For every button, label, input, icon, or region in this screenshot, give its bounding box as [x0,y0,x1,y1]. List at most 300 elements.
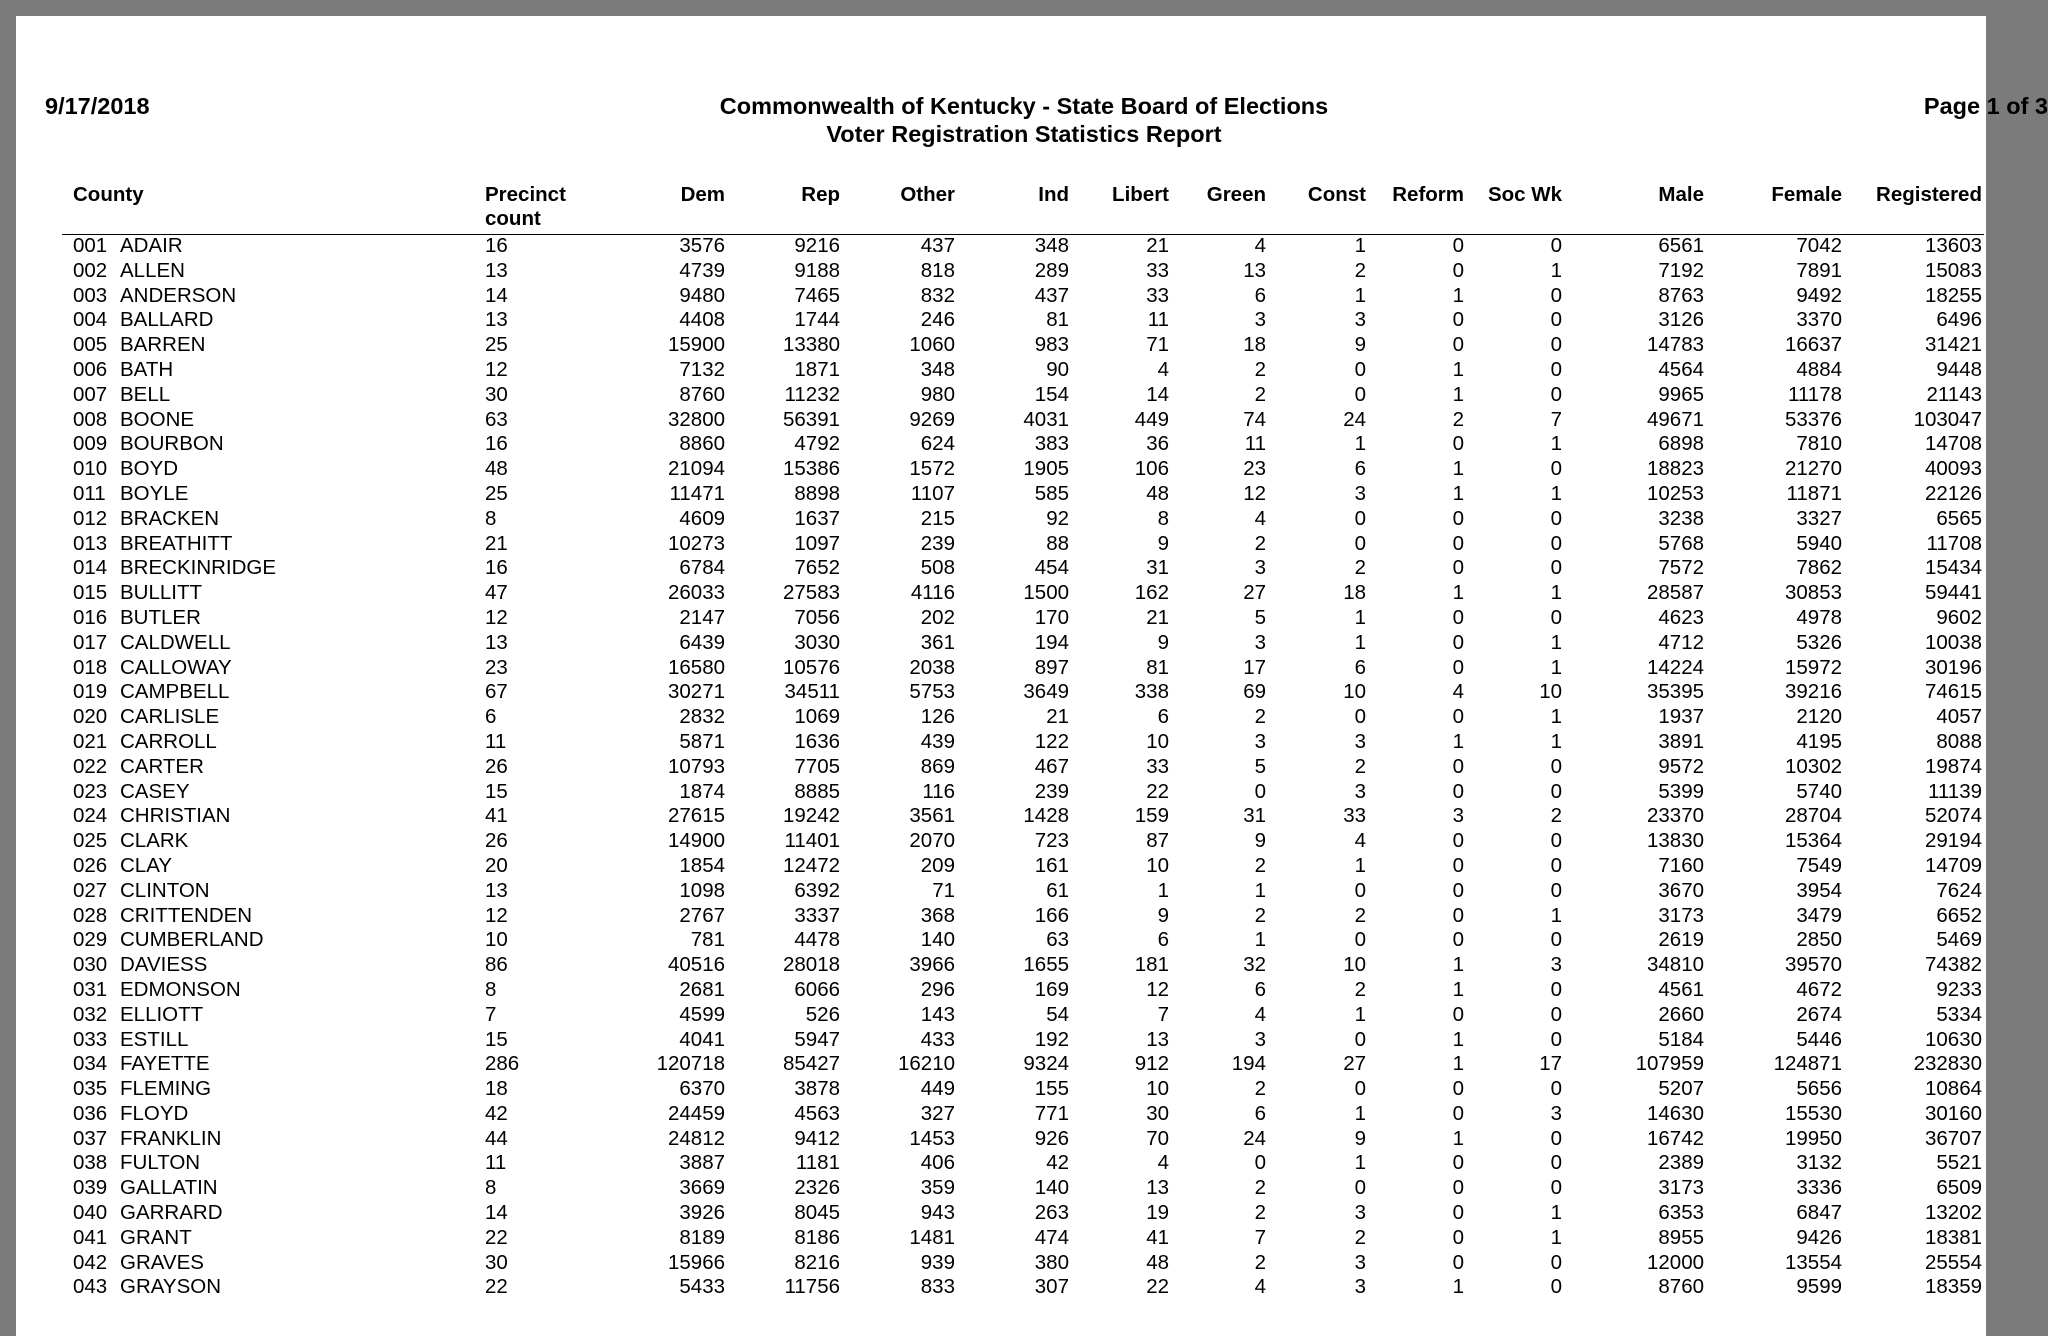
cell-green: 3 [1254,630,1266,654]
cell-libert: 14 [1146,382,1169,406]
county-name: CLINTON [120,878,210,902]
table-row [0,382,2048,407]
county-number: 018 [73,655,108,679]
cell-female: 30853 [1784,581,1842,605]
cell-dem: 3926 [679,1201,725,1225]
county-name: DAVIESS [120,953,208,977]
cell-female: 7891 [1796,258,1842,282]
cell-green: 2 [1254,1250,1266,1274]
table-row [0,332,2048,357]
cell-const: 1 [1354,1101,1366,1125]
cell-registered: 74382 [1924,953,1982,977]
cell-rep: 1069 [794,705,840,729]
cell-other: 348 [920,357,955,381]
cell-ind: 1905 [1023,457,1069,481]
table-row [0,258,2048,283]
cell-other: 508 [920,556,955,580]
cell-male: 2389 [1658,1151,1704,1175]
cell-dem: 11471 [669,481,725,505]
cell-other: 246 [920,308,955,332]
cell-rep: 3030 [794,630,840,654]
cell-ind: 897 [1034,655,1069,679]
table-row [0,903,2048,928]
cell-ind: 585 [1034,481,1069,505]
cell-other: 939 [920,1250,955,1274]
cell-rep: 19242 [782,804,840,828]
cell-green: 18 [1243,333,1266,357]
cell-female: 6847 [1796,1201,1842,1225]
table-row [0,580,2048,605]
cell-rep: 2326 [794,1176,840,1200]
cell-male: 6898 [1658,432,1704,456]
county-number: 038 [73,1151,108,1175]
cell-soc-wk: 0 [1550,1275,1562,1299]
cell-dem: 2681 [679,977,725,1001]
county-name: BOYD [120,457,179,481]
report-date: 9/17/2018 [45,93,150,119]
cell-ind: 122 [1034,729,1069,753]
cell-green: 2 [1254,531,1266,555]
cell-registered: 6496 [1936,308,1982,332]
table-row [0,704,2048,729]
cell-soc-wk: 0 [1550,779,1562,803]
cell-precinct-count: 14 [485,283,508,307]
cell-green: 3 [1254,308,1266,332]
cell-reform: 1 [1452,457,1464,481]
column-header-female: Female [1771,183,1842,206]
county-name: GRANT [120,1225,192,1249]
table-row [0,1076,2048,1101]
cell-libert: 48 [1146,1250,1169,1274]
cell-const: 33 [1343,804,1366,828]
cell-other: 437 [920,234,955,257]
column-header-const: Const [1307,183,1366,206]
cell-green: 9 [1254,829,1266,853]
cell-other: 943 [920,1201,955,1225]
cell-soc-wk: 1 [1550,729,1562,753]
cell-registered: 9233 [1936,977,1982,1001]
cell-ind: 192 [1034,1027,1069,1051]
cell-green: 6 [1254,977,1266,1001]
cell-male: 8763 [1658,283,1704,307]
cell-ind: 926 [1034,1126,1069,1150]
cell-rep: 4478 [794,928,840,952]
cell-precinct-count: 18 [485,1077,508,1101]
cell-reform: 1 [1452,1052,1464,1076]
cell-other: 209 [920,853,955,877]
county-name: BALLARD [120,308,214,332]
cell-other: 980 [920,382,955,406]
cell-const: 3 [1354,1250,1366,1274]
county-number: 036 [73,1101,108,1125]
county-name: BOYLE [120,481,189,505]
cell-reform: 0 [1452,928,1464,952]
cell-soc-wk: 0 [1550,1176,1562,1200]
cell-rep: 526 [805,1002,840,1026]
cell-registered: 29194 [1924,829,1982,853]
cell-dem: 15966 [667,1250,725,1274]
cell-libert: 48 [1146,481,1169,505]
cell-ind: 170 [1034,605,1069,629]
cell-libert: 9 [1157,903,1169,927]
cell-precinct-count: 13 [485,630,508,654]
cell-libert: 81 [1146,655,1169,679]
cell-rep: 4563 [794,1101,840,1125]
cell-registered: 21143 [1926,382,1982,406]
cell-other: 9269 [909,407,955,431]
table-row [0,233,2048,258]
cell-female: 3954 [1796,878,1842,902]
cell-ind: 194 [1034,630,1069,654]
cell-precinct-count: 13 [485,878,508,902]
county-number: 003 [73,283,108,307]
cell-libert: 4 [1157,357,1169,381]
county-number: 041 [73,1225,108,1249]
county-number: 002 [73,258,108,282]
cell-male: 35395 [1646,680,1704,704]
cell-soc-wk: 0 [1550,1077,1562,1101]
cell-reform: 0 [1452,333,1464,357]
cell-registered: 13603 [1924,234,1982,257]
cell-const: 9 [1354,1126,1366,1150]
cell-precinct-count: 7 [485,1002,497,1026]
county-number: 035 [73,1077,108,1101]
cell-const: 18 [1343,581,1366,605]
cell-dem: 15900 [667,333,725,357]
cell-libert: 30 [1146,1101,1169,1125]
cell-green: 1 [1254,928,1266,952]
cell-const: 1 [1354,630,1366,654]
cell-soc-wk: 0 [1550,928,1562,952]
cell-green: 4 [1254,234,1266,257]
county-number: 010 [73,457,108,481]
cell-ind: 1428 [1023,804,1069,828]
table-row [0,1225,2048,1250]
county-name: CASEY [120,779,190,803]
cell-const: 3 [1354,1275,1366,1299]
cell-rep: 3878 [794,1077,840,1101]
cell-green: 2 [1254,903,1266,927]
cell-soc-wk: 0 [1550,754,1562,778]
table-row [0,531,2048,556]
cell-precinct-count: 23 [485,655,508,679]
cell-other: 140 [920,928,955,952]
cell-green: 27 [1243,581,1266,605]
cell-const: 2 [1354,754,1366,778]
cell-reform: 1 [1452,1027,1464,1051]
cell-registered: 10864 [1924,1077,1982,1101]
county-number: 024 [73,804,108,828]
county-number: 020 [73,705,108,729]
cell-soc-wk: 1 [1550,1225,1562,1249]
page-number: Page 1 of 3 [1923,93,2048,119]
cell-precinct-count: 14 [485,1201,508,1225]
county-name: ELLIOTT [120,1002,204,1026]
cell-female: 4195 [1796,729,1842,753]
county-name: BRECKINRIDGE [120,556,277,580]
cell-male: 7160 [1658,853,1704,877]
county-number: 043 [73,1275,108,1299]
cell-rep: 8045 [794,1201,840,1225]
county-name: CALDWELL [120,630,231,654]
cell-soc-wk: 1 [1550,258,1562,282]
table-row [0,431,2048,456]
cell-female: 5326 [1796,630,1842,654]
county-number: 008 [73,407,108,431]
cell-libert: 10 [1146,1077,1169,1101]
cell-libert: 449 [1134,407,1169,431]
cell-const: 0 [1354,1077,1366,1101]
cell-const: 2 [1354,258,1366,282]
cell-green: 12 [1243,481,1266,505]
cell-reform: 0 [1452,1101,1464,1125]
cell-female: 9426 [1796,1225,1842,1249]
cell-green: 6 [1254,1101,1266,1125]
cell-const: 6 [1354,457,1366,481]
cell-male: 3891 [1658,729,1704,753]
cell-male: 3238 [1658,506,1704,530]
cell-rep: 9188 [794,258,840,282]
cell-rep: 85427 [782,1052,840,1076]
table-row [0,1027,2048,1052]
cell-green: 74 [1243,407,1266,431]
cell-registered: 19874 [1924,754,1982,778]
county-name: BRACKEN [120,506,220,530]
cell-reform: 0 [1452,630,1464,654]
cell-green: 7 [1254,1225,1266,1249]
cell-const: 1 [1354,1002,1366,1026]
cell-female: 7810 [1796,432,1842,456]
column-header-reform: Reform [1392,183,1464,206]
cell-dem: 10273 [667,531,725,555]
cell-male: 28587 [1646,581,1704,605]
cell-reform: 0 [1452,1201,1464,1225]
county-number: 029 [73,928,108,952]
county-name: CRITTENDEN [120,903,253,927]
cell-green: 194 [1231,1052,1266,1076]
cell-male: 34810 [1646,953,1704,977]
county-name: FAYETTE [120,1052,210,1076]
cell-ind: 61 [1046,878,1069,902]
cell-other: 296 [920,977,955,1001]
cell-precinct-count: 42 [485,1101,508,1125]
column-header-libert: Libert [1112,183,1169,206]
cell-male: 3173 [1658,1176,1704,1200]
cell-green: 2 [1254,1077,1266,1101]
cell-const: 2 [1354,903,1366,927]
cell-female: 7549 [1796,853,1842,877]
cell-const: 9 [1354,333,1366,357]
cell-male: 5399 [1658,779,1704,803]
cell-const: 0 [1354,357,1366,381]
county-number: 004 [73,308,108,332]
cell-reform: 0 [1452,258,1464,282]
cell-rep: 7705 [794,754,840,778]
cell-libert: 7 [1157,1002,1169,1026]
cell-const: 2 [1354,977,1366,1001]
cell-const: 6 [1354,655,1366,679]
cell-reform: 0 [1452,308,1464,332]
table-row [0,655,2048,680]
cell-const: 1 [1354,1151,1366,1175]
county-name: BOURBON [120,432,224,456]
cell-green: 6 [1254,283,1266,307]
cell-precinct-count: 12 [485,357,508,381]
cell-female: 4978 [1796,605,1842,629]
cell-const: 0 [1354,928,1366,952]
cell-soc-wk: 0 [1550,457,1562,481]
cell-dem: 2767 [679,903,725,927]
cell-dem: 10793 [667,754,725,778]
cell-soc-wk: 0 [1550,382,1562,406]
cell-reform: 0 [1452,605,1464,629]
cell-ind: 21 [1046,705,1069,729]
cell-other: 202 [920,605,955,629]
cell-male: 8955 [1658,1225,1704,1249]
cell-ind: 307 [1034,1275,1069,1299]
cell-female: 16637 [1784,333,1842,357]
county-name: CLARK [120,829,189,853]
table-row [0,283,2048,308]
cell-green: 24 [1243,1126,1266,1150]
table-row [0,481,2048,506]
cell-other: 71 [932,878,955,902]
county-name: ESTILL [120,1027,189,1051]
cell-ind: 289 [1034,258,1069,282]
cell-soc-wk: 0 [1550,333,1562,357]
cell-rep: 27583 [782,581,840,605]
cell-green: 13 [1243,258,1266,282]
cell-ind: 88 [1046,531,1069,555]
cell-male: 5184 [1658,1027,1704,1051]
cell-other: 624 [920,432,955,456]
cell-soc-wk: 0 [1550,308,1562,332]
cell-dem: 6370 [679,1077,725,1101]
cell-male: 2660 [1658,1002,1704,1026]
cell-soc-wk: 1 [1550,655,1562,679]
cell-rep: 8885 [794,779,840,803]
cell-reform: 1 [1452,283,1464,307]
cell-reform: 0 [1452,1151,1464,1175]
cell-female: 11178 [1788,382,1842,406]
cell-female: 21270 [1784,457,1842,481]
cell-green: 32 [1243,953,1266,977]
cell-precinct-count: 44 [485,1126,508,1150]
county-name: BUTLER [120,605,201,629]
cell-precinct-count: 47 [485,581,508,605]
cell-dem: 8189 [679,1225,725,1249]
cell-rep: 1097 [794,531,840,555]
cell-registered: 10630 [1924,1027,1982,1051]
cell-soc-wk: 0 [1550,357,1562,381]
cell-registered: 5469 [1936,928,1982,952]
cell-green: 1 [1254,878,1266,902]
cell-green: 11 [1244,432,1266,456]
cell-rep: 13380 [782,333,840,357]
cell-dem: 4739 [679,258,725,282]
cell-female: 15530 [1784,1101,1842,1125]
cell-soc-wk: 1 [1550,630,1562,654]
cell-female: 9492 [1796,283,1842,307]
cell-soc-wk: 3 [1550,953,1562,977]
cell-male: 3670 [1658,878,1704,902]
cell-const: 0 [1354,506,1366,530]
county-name: CARTER [120,754,204,778]
cell-rep: 3337 [794,903,840,927]
cell-registered: 31421 [1924,333,1982,357]
cell-reform: 1 [1452,357,1464,381]
cell-other: 1060 [909,333,955,357]
cell-female: 28704 [1784,804,1842,828]
cell-libert: 21 [1146,605,1169,629]
table-row [0,407,2048,432]
cell-precinct-count: 8 [485,506,497,530]
cell-soc-wk: 10 [1539,680,1562,704]
cell-dem: 5433 [679,1275,725,1299]
cell-reform: 1 [1452,1126,1464,1150]
cell-const: 3 [1354,1201,1366,1225]
cell-male: 16742 [1646,1126,1704,1150]
county-number: 013 [73,531,108,555]
cell-precinct-count: 67 [485,680,508,704]
cell-reform: 2 [1452,407,1464,431]
table-row [0,1175,2048,1200]
cell-reform: 1 [1452,382,1464,406]
cell-other: 1453 [909,1126,955,1150]
county-name: GRAVES [120,1250,204,1274]
cell-dem: 1098 [679,878,725,902]
cell-libert: 33 [1146,258,1169,282]
cell-registered: 18381 [1924,1225,1982,1249]
cell-male: 5768 [1658,531,1704,555]
cell-dem: 1854 [679,853,725,877]
cell-registered: 15083 [1924,258,1982,282]
table-row [0,1274,2048,1299]
cell-registered: 52074 [1924,804,1982,828]
cell-green: 3 [1254,556,1266,580]
county-name: CALLOWAY [120,655,232,679]
cell-libert: 159 [1134,804,1169,828]
cell-dem: 3576 [679,234,725,257]
table-row [0,456,2048,481]
report-subtitle: Voter Registration Statistics Report [826,121,1222,147]
cell-other: 5753 [909,680,955,704]
cell-soc-wk: 0 [1550,878,1562,902]
cell-dem: 24812 [667,1126,725,1150]
cell-rep: 7465 [794,283,840,307]
cell-const: 0 [1354,705,1366,729]
cell-const: 10 [1343,680,1366,704]
column-header-male: Male [1658,183,1704,206]
cell-female: 19950 [1784,1126,1842,1150]
cell-const: 0 [1354,531,1366,555]
cell-reform: 0 [1452,705,1464,729]
cell-reform: 0 [1452,432,1464,456]
cell-other: 239 [920,531,955,555]
cell-const: 0 [1354,1176,1366,1200]
cell-female: 39216 [1784,680,1842,704]
cell-ind: 54 [1046,1002,1069,1026]
cell-female: 53376 [1784,407,1842,431]
cell-libert: 36 [1146,432,1169,456]
cell-libert: 21 [1146,234,1169,257]
cell-libert: 338 [1134,680,1169,704]
cell-female: 13554 [1784,1250,1842,1274]
cell-male: 14224 [1646,655,1704,679]
cell-registered: 11139 [1928,779,1982,803]
cell-const: 1 [1354,234,1366,257]
cell-female: 5656 [1796,1077,1842,1101]
